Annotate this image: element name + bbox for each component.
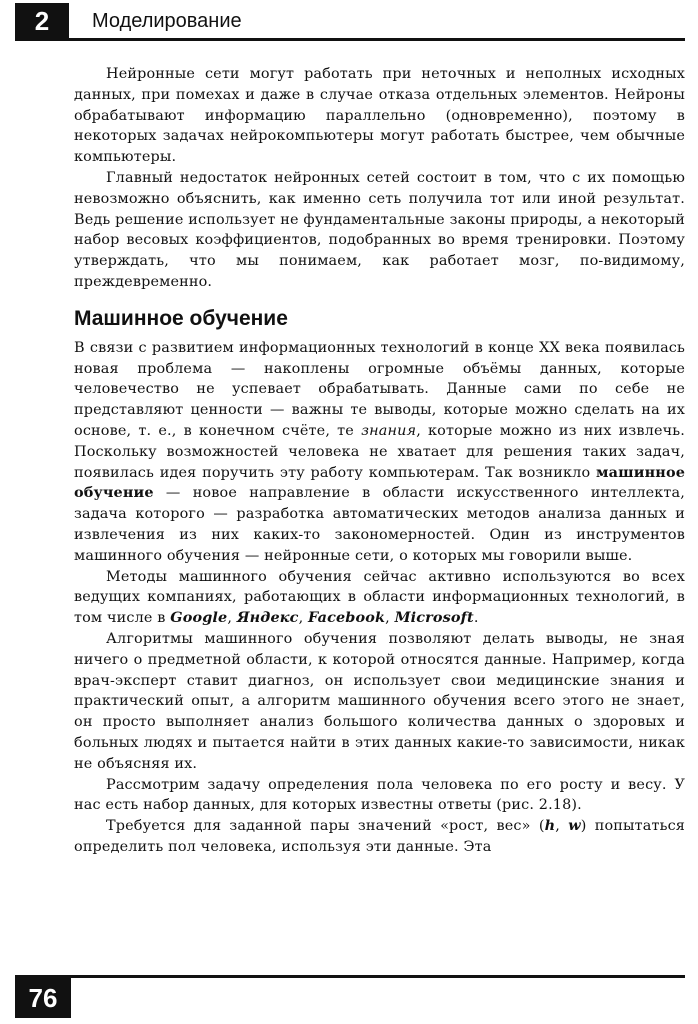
variable-h: h [544,817,556,835]
paragraph-ml-companies [74,567,685,629]
paragraph-ml-intro [74,338,685,567]
section-heading: Машинное обучение [74,306,288,330]
company-microsoft: Microsoft [394,609,474,627]
text-run: Методы машинного обучения сейчас активно используются во всех ведущих компаниях, работающих в области информационных технологий, в том числе в [74,568,685,627]
paragraph-neural-advantages: Нейронные сети могут работать при неточных и неполных исходных данных, при помехах и даже в случае отказа отдельных элементов. Нейроны обрабатывают информацию параллельно (одновременно), поэтому в некоторых задачах нейрокомпьютеры могут работать быстрее, чем обычные компьютеры. [74,66,685,166]
paragraph-neural-drawback: Главный недостаток нейронных сетей состоит в том, что с их помощью невозможно объяснить, как именно сеть получила тот или иной результат. Ведь решение использует не фундаментальные законы природы, а некоторый набор весовых коэффициентов, подобранных во время тренировки. Поэтому утверждать, что мы понимаем, как работает мозг, по-видимому, преждевременно. [74,169,685,290]
text-run: ) попытаться определить пол человека, используя эти данные. Эта [74,818,686,855]
text-run: В связи с развитием информационных технологий в конце XX века появилась новая проблема — накоплены огромные объёмы данных, которые человечество не успевает обрабатывать. Данные сами по себе не представляют ценности — важны те выводы, которые можно сделать на их основе, т. е., в конечном счёте, те [74,339,685,439]
text-run: Требуется для заданной пары значений «рост, вес» ( [106,818,545,835]
text-run: , [298,610,309,627]
header-rule [15,38,685,41]
text-run: , которые можно из них извлечь. Поскольку возможностей человека не хватает для решения таких задач, появилась идея поручить эту работу компьютерам. Так возникло [74,422,685,481]
text-run: — новое направление в области искусственного интеллекта, задача которого — разработка автоматических методов анализа данных и извлечения из них каких-то закономерностей. Один из инструментов машинного обучения — нейронные сети, о которых мы говорили выше. [74,485,685,564]
company-facebook: Facebook [308,609,386,627]
variable-w: w [568,817,581,835]
emphasis-knowledge: знания [361,422,417,439]
term-machine-learning: машинное обучение [74,463,685,502]
paragraph-ml-algorithms: Алгоритмы машинного обучения позволяют делать выводы, не зная ничего о предметной области, к которой относятся данные. Например, когда врач-эксперт ставит диагноз, он использует свои медицинские знания и практический опыт, а алгоритм машинного обучения всего этого не знает, он просто выполняет анализ большого количества данных о здоровых и больных людях и пытается найти в этих данных какие-то зависимости, никак не объясняя их. [74,630,685,772]
text-run: , [227,610,237,627]
page-body [74,64,685,858]
chapter-title: Моделирование [92,10,242,32]
text-run: . [473,610,479,627]
chapter-number-badge: 2 [15,3,69,39]
footer-rule [15,975,685,978]
company-google: Google [170,609,228,627]
paragraph-task-requirement [74,816,685,858]
company-yandex: Яндекс [236,609,299,627]
text-run: , [555,818,569,835]
paragraph-gender-task: Рассмотрим задачу определения пола человека по его росту и весу. У нас есть набор данных, для которых известны ответы (рис. 2.18). [74,776,685,814]
text-run: , [385,610,395,627]
page-number: 76 [15,978,71,1018]
